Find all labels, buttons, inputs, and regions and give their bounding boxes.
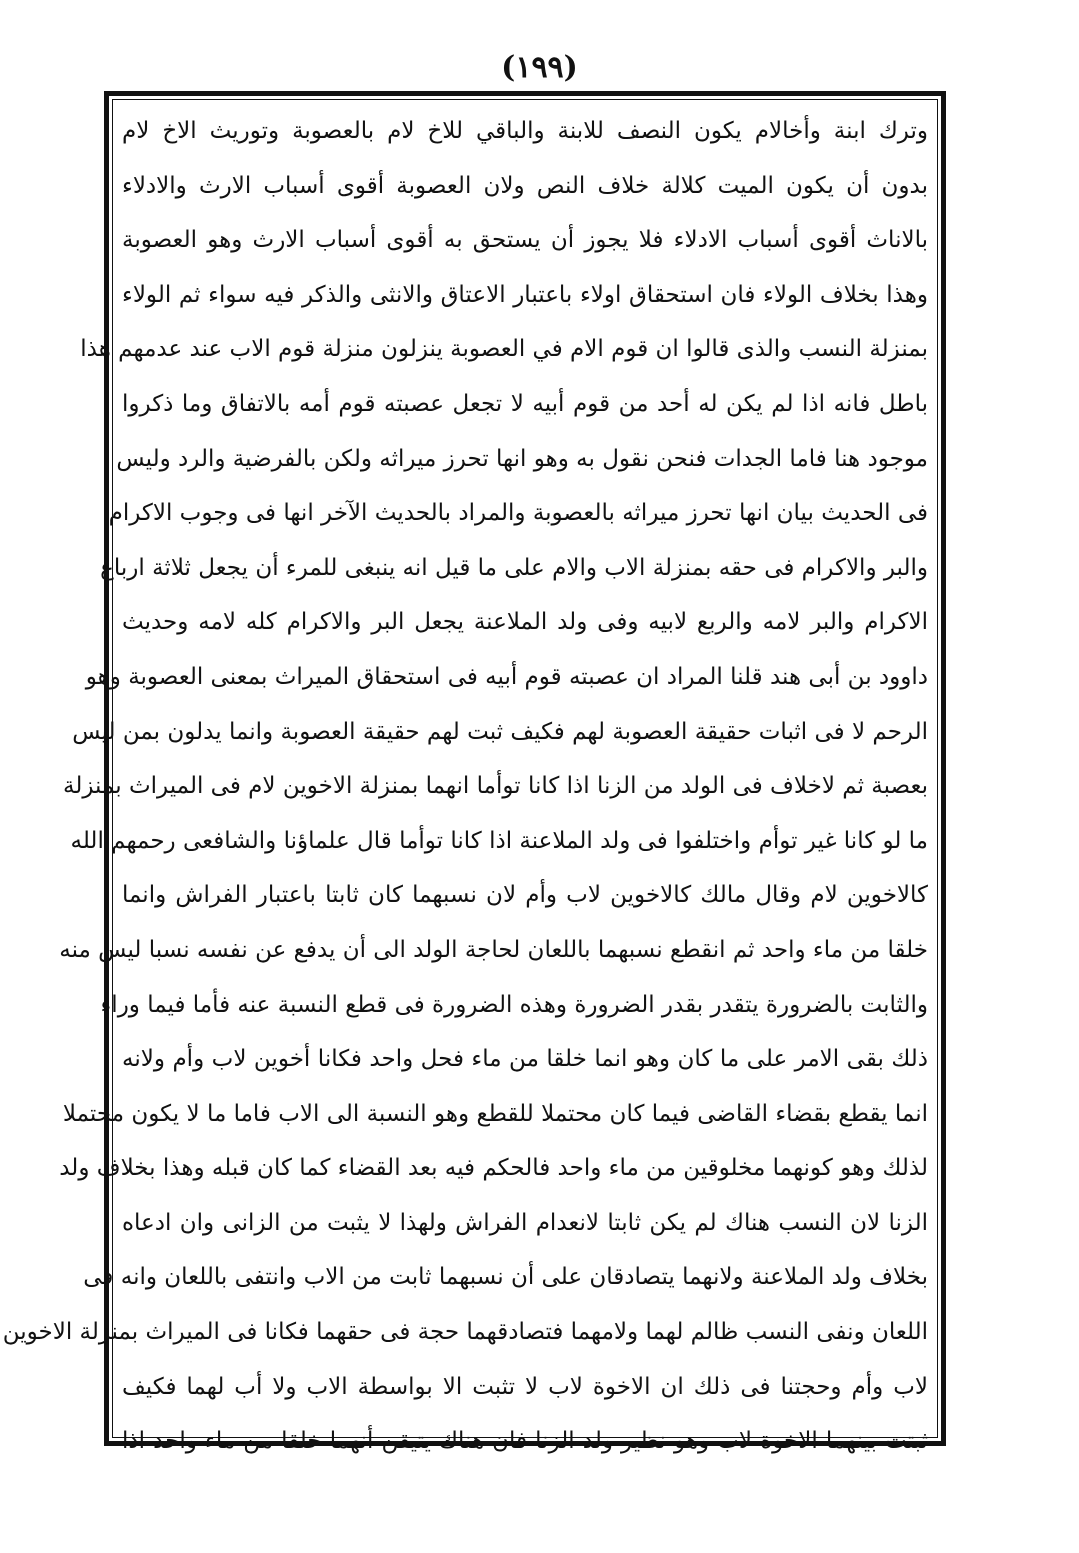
text-line: لاب وأم وحجتنا فى ذلك ان الاخوة لاب لا تثبت الا بواسطة الاب ولا أب لهما فكيف xyxy=(122,1373,928,1400)
text-line: كالاخوين لام وقال مالك كالاخوين لاب وأم لان نسبهما كان ثابتا باعتبار الفراش وانما xyxy=(122,882,928,909)
text-line: اللعان ونفى النسب ظالم لهما ولامهما فتصادقهما حجة فى حقهما فكانا فى الميراث بمنزلة الاخوين xyxy=(2,1319,928,1346)
text-line: ذلك بقى الامر على ما كان وهو انما خلقا من ماء فحل واحد فكانا أخوين لاب وأم ولانه xyxy=(122,1046,928,1073)
text-line: بمنزلة النسب والذى قالوا ان قوم الام في العصوبة ينزلون منزلة قوم الاب عند عدمهم هذا xyxy=(80,336,928,363)
text-line: بدون أن يكون الميت كلالة خلاف النص ولان العصوبة أقوى أسباب الارث والادلاء xyxy=(122,172,928,199)
text-line: بالاناث أقوى أسباب الادلاء فلا يجوز أن يستحق به أقوى أسباب الارث وهو العصوبة xyxy=(122,227,928,254)
text-line: الزنا لان النسب هناك لم يكن ثابتا لانعدام الفراش ولهذا لا يثبت من الزانى وان ادعاه xyxy=(122,1209,928,1236)
text-line: بعصبة ثم لاخلاف فى الولد من الزنا اذا كانا توأما انهما بمنزلة الاخوين لام فى الميراث بمنزلة xyxy=(63,773,928,800)
text-line: بخلاف ولد الملاعنة ولانهما يتصادقان على أن نسبهما ثابت من الاب وانتفى باللعان وانه فى xyxy=(83,1264,928,1291)
text-line: الاكرام والبر لامه والربع لابيه وفى ولد الملاعنة يجعل البر والاكرام كله لامه وحديث xyxy=(122,609,928,636)
text-line: باطل فانه اذا لم يكن له أحد من قوم أبيه لا تجعل عصبته قوم أمه بالاتفاق وما ذكروا xyxy=(122,390,928,417)
text-line: ثبتت بينهما الاخوة لاب وهو نظير ولد الزنا فان هناك يتيقن أنهما خلقا من ماء واحد اذا xyxy=(122,1428,928,1455)
text-line: وترك ابنة وأخالام يكون النصف للابنة والباقي للاخ لام بالعصوبة وتوريث الاخ لام xyxy=(122,118,928,144)
text-line: الرحم لا فى اثبات حقيقة العصوبة لهم فكيف ثبت لهم حقيقة العصوبة وانما يدلون بمن ليس xyxy=(72,718,928,745)
text-line: وهذا بخلاف الولاء فان استحقاق اولاء باعتبار الاعتاق والانثى والذكر فيه سواء ثم الولاء xyxy=(122,281,928,308)
text-line: موجود هنا فاما الجدات فنحن نقول به وهو انها تحرز ميراثه ولكن بالفرضية والرد وليس xyxy=(116,445,928,472)
text-line: والثابت بالضرورة يتقدر بقدر الضرورة وهذه الضرورة فى قطع النسبة عنه فأما فيما وراء xyxy=(100,991,928,1018)
text-line: لذلك وهو كونهما مخلوقين من ماء واحد فالحكم فيه بعد القضاء كما كان قبله وهذا بخلاف ولد xyxy=(59,1155,928,1182)
text-line: والبر والاكرام فى حقه بمنزلة الاب والام على ما قيل انه ينبغى للمرء أن يجعل ثلاثة ارباع xyxy=(100,554,928,581)
text-line: فى الحديث بيان انها تحرز ميراثه بالعصوبة والمراد بالحديث الآخر انها فى وجوب الاكرام xyxy=(108,500,928,527)
text-line: داوود بن أبى هند قلنا المراد ان عصبته قوم أبيه فى استحقاق الميراث بمعنى العصوبة وهو xyxy=(85,663,928,690)
body-text xyxy=(2,104,934,1469)
text-line: انما يقطع بقضاء القاضى فيما كان محتملا للقطع وهو النسبة الى الاب فاما ما لا يكون محتملا xyxy=(62,1100,928,1127)
text-line: خلقا من ماء واحد ثم انقطع نسبهما باللعان لحاجة الولد الى أن يدفع عن نفسه نسبا ليس منه xyxy=(59,936,928,963)
page-number: (١٩٩) xyxy=(501,50,578,85)
text-line: ما لو كانا غير توأم واختلفوا فى ولد الملاعنة اذا كانا توأما قال علماؤنا والشافعى رحمهم الله xyxy=(70,827,928,854)
